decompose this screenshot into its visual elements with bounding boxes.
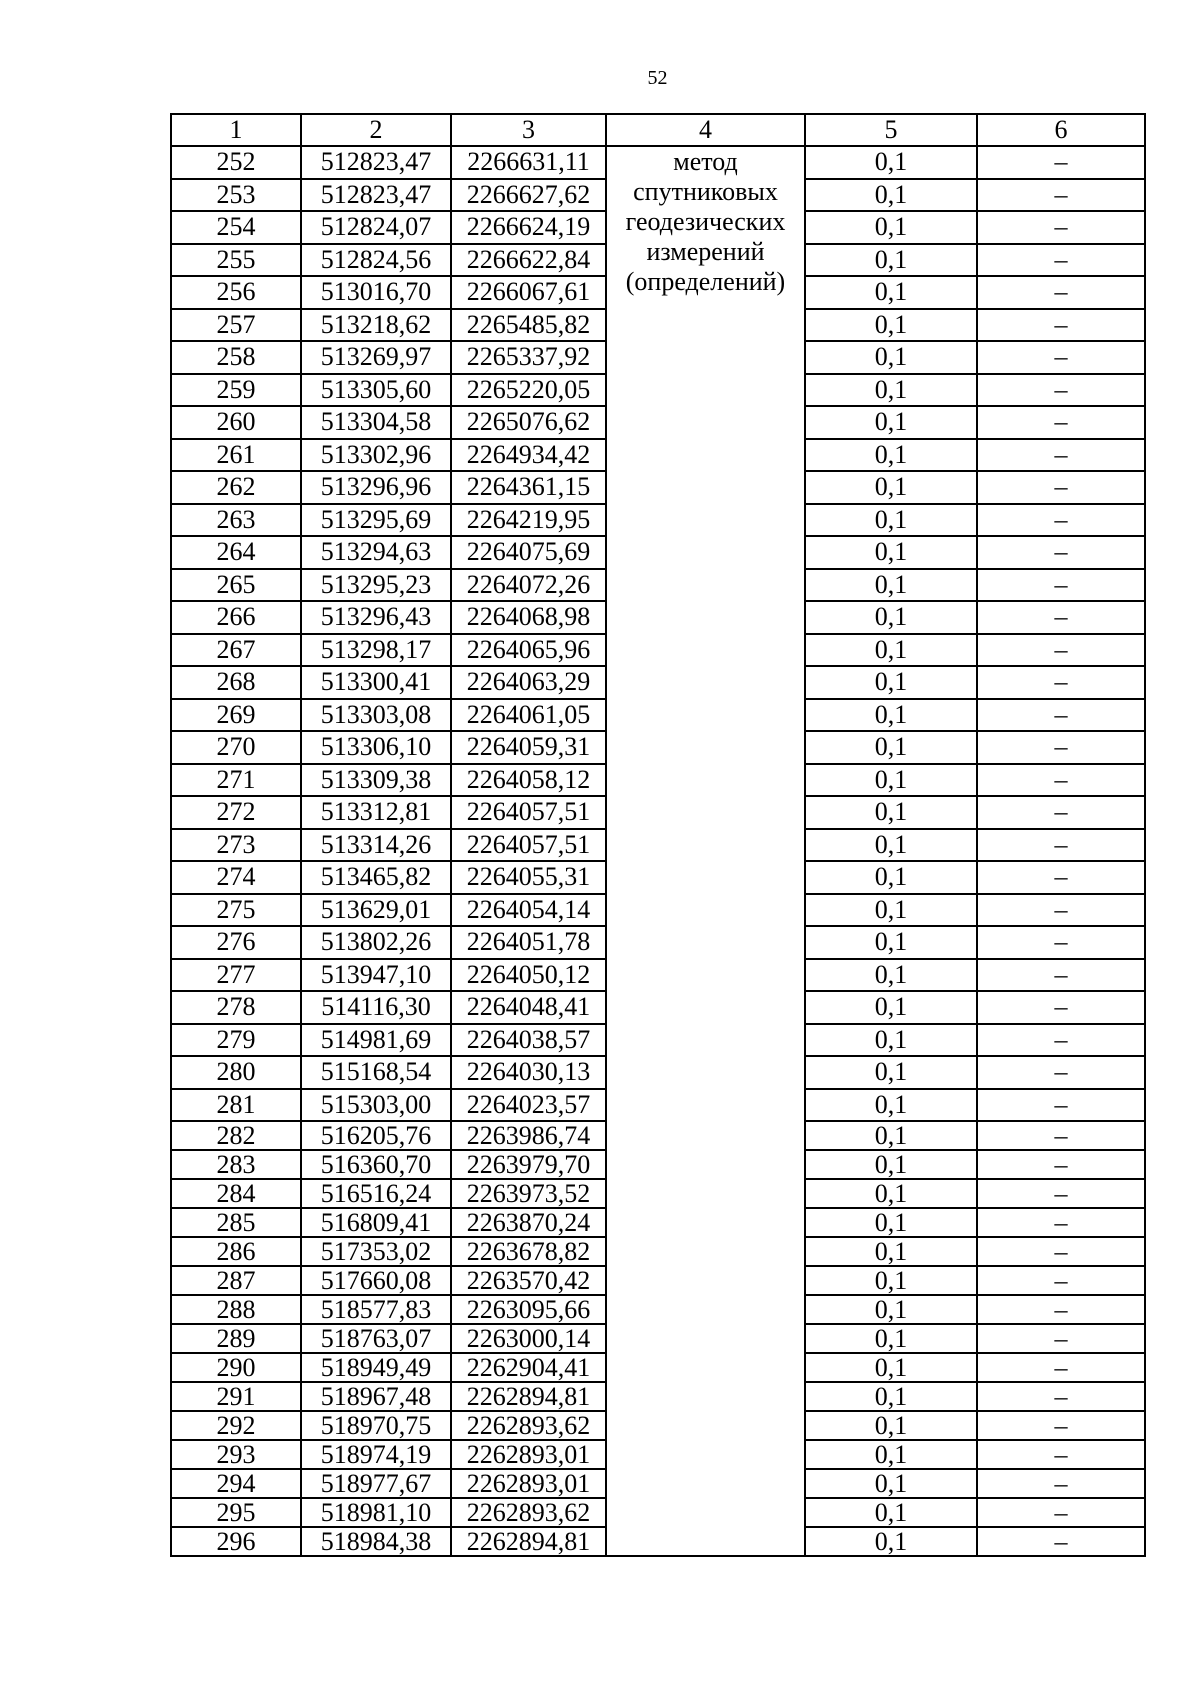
- method-text-line: спутниковых: [633, 177, 778, 206]
- point-description: –: [977, 406, 1145, 439]
- accuracy-value: 0,1: [805, 601, 977, 634]
- point-number: 292: [171, 1411, 301, 1440]
- accuracy-value: 0,1: [805, 374, 977, 407]
- point-description: –: [977, 504, 1145, 537]
- accuracy-value: 0,1: [805, 959, 977, 992]
- coordinate-y: 2266624,19: [451, 211, 606, 244]
- accuracy-value: 0,1: [805, 666, 977, 699]
- point-number: 277: [171, 959, 301, 992]
- method-text-line: метод: [673, 147, 738, 176]
- coordinate-x: 518970,75: [301, 1411, 451, 1440]
- coordinate-y: 2264075,69: [451, 536, 606, 569]
- point-description: –: [977, 1266, 1145, 1295]
- coordinate-x: 512823,47: [301, 146, 451, 179]
- point-description: –: [977, 796, 1145, 829]
- point-description: –: [977, 699, 1145, 732]
- point-number: 265: [171, 569, 301, 602]
- coordinate-y: 2264065,96: [451, 634, 606, 667]
- point-number: 276: [171, 926, 301, 959]
- point-number: 263: [171, 504, 301, 537]
- point-number: 255: [171, 244, 301, 277]
- coordinate-x: 513298,17: [301, 634, 451, 667]
- point-description: –: [977, 634, 1145, 667]
- coordinate-x: 516360,70: [301, 1150, 451, 1179]
- coordinate-y: 2263986,74: [451, 1121, 606, 1150]
- coordinate-x: 518763,07: [301, 1324, 451, 1353]
- point-number: 253: [171, 179, 301, 212]
- coordinate-x: 512823,47: [301, 179, 451, 212]
- point-number: 279: [171, 1024, 301, 1057]
- point-description: –: [977, 829, 1145, 862]
- point-number: 258: [171, 341, 301, 374]
- coordinate-y: 2265485,82: [451, 309, 606, 342]
- accuracy-value: 0,1: [805, 1024, 977, 1057]
- coordinate-y: 2266627,62: [451, 179, 606, 212]
- accuracy-value: 0,1: [805, 861, 977, 894]
- point-description: –: [977, 1024, 1145, 1057]
- coordinate-x: 518577,83: [301, 1295, 451, 1324]
- method-text-line: измерений: [646, 237, 765, 266]
- coordinates-table: [170, 113, 1146, 1557]
- coordinate-x: 516809,41: [301, 1208, 451, 1237]
- header-row: [171, 114, 1145, 146]
- accuracy-value: 0,1: [805, 569, 977, 602]
- accuracy-value: 0,1: [805, 926, 977, 959]
- point-number: 252: [171, 146, 301, 179]
- point-number: 275: [171, 894, 301, 927]
- accuracy-value: 0,1: [805, 829, 977, 862]
- coordinate-y: 2264030,13: [451, 1056, 606, 1089]
- accuracy-value: 0,1: [805, 634, 977, 667]
- point-description: –: [977, 1527, 1145, 1556]
- coordinate-x: 513947,10: [301, 959, 451, 992]
- accuracy-value: 0,1: [805, 439, 977, 472]
- point-number: 282: [171, 1121, 301, 1150]
- coordinate-y: 2263000,14: [451, 1324, 606, 1353]
- coordinate-y: 2263095,66: [451, 1295, 606, 1324]
- point-description: –: [977, 666, 1145, 699]
- point-description: –: [977, 764, 1145, 797]
- coordinate-y: 2264061,05: [451, 699, 606, 732]
- point-description: –: [977, 1295, 1145, 1324]
- point-description: –: [977, 1440, 1145, 1469]
- coordinate-x: 518949,49: [301, 1353, 451, 1382]
- coordinate-x: 513296,96: [301, 471, 451, 504]
- point-number: 264: [171, 536, 301, 569]
- coordinate-y: 2264934,42: [451, 439, 606, 472]
- point-description: –: [977, 211, 1145, 244]
- coordinate-y: 2266067,61: [451, 276, 606, 309]
- accuracy-value: 0,1: [805, 504, 977, 537]
- accuracy-value: 0,1: [805, 1208, 977, 1237]
- accuracy-value: 0,1: [805, 796, 977, 829]
- point-description: –: [977, 894, 1145, 927]
- coordinate-y: 2264054,14: [451, 894, 606, 927]
- point-description: –: [977, 1121, 1145, 1150]
- coordinate-x: 513303,08: [301, 699, 451, 732]
- point-number: 286: [171, 1237, 301, 1266]
- coordinate-x: 513302,96: [301, 439, 451, 472]
- coordinate-x: 513802,26: [301, 926, 451, 959]
- point-number: 289: [171, 1324, 301, 1353]
- table-row: [171, 146, 1145, 179]
- column-header: 6: [977, 114, 1145, 146]
- coordinate-x: 518984,38: [301, 1527, 451, 1556]
- accuracy-value: 0,1: [805, 309, 977, 342]
- point-number: 296: [171, 1527, 301, 1556]
- coordinate-y: 2263678,82: [451, 1237, 606, 1266]
- accuracy-value: 0,1: [805, 1411, 977, 1440]
- coordinate-x: 513305,60: [301, 374, 451, 407]
- point-number: 261: [171, 439, 301, 472]
- coordinate-y: 2262893,01: [451, 1469, 606, 1498]
- point-number: 271: [171, 764, 301, 797]
- coordinate-x: 516516,24: [301, 1179, 451, 1208]
- point-number: 293: [171, 1440, 301, 1469]
- accuracy-value: 0,1: [805, 536, 977, 569]
- point-description: –: [977, 276, 1145, 309]
- accuracy-value: 0,1: [805, 1498, 977, 1527]
- coordinate-x: 514981,69: [301, 1024, 451, 1057]
- accuracy-value: 0,1: [805, 341, 977, 374]
- point-description: –: [977, 1411, 1145, 1440]
- point-description: –: [977, 569, 1145, 602]
- point-description: –: [977, 536, 1145, 569]
- point-number: 268: [171, 666, 301, 699]
- point-number: 266: [171, 601, 301, 634]
- accuracy-value: 0,1: [805, 1324, 977, 1353]
- coordinate-y: 2264055,31: [451, 861, 606, 894]
- point-number: 283: [171, 1150, 301, 1179]
- accuracy-value: 0,1: [805, 276, 977, 309]
- accuracy-value: 0,1: [805, 699, 977, 732]
- accuracy-value: 0,1: [805, 1150, 977, 1179]
- point-description: –: [977, 374, 1145, 407]
- coordinate-x: 515168,54: [301, 1056, 451, 1089]
- point-description: –: [977, 1353, 1145, 1382]
- accuracy-value: 0,1: [805, 1089, 977, 1122]
- point-description: –: [977, 1056, 1145, 1089]
- point-number: 270: [171, 731, 301, 764]
- point-number: 281: [171, 1089, 301, 1122]
- coordinate-y: 2262894,81: [451, 1382, 606, 1411]
- coordinate-x: 518981,10: [301, 1498, 451, 1527]
- point-description: –: [977, 1382, 1145, 1411]
- accuracy-value: 0,1: [805, 1527, 977, 1556]
- accuracy-value: 0,1: [805, 244, 977, 277]
- point-number: 272: [171, 796, 301, 829]
- coordinate-y: 2264219,95: [451, 504, 606, 537]
- accuracy-value: 0,1: [805, 1469, 977, 1498]
- point-description: –: [977, 861, 1145, 894]
- coordinate-y: 2264063,29: [451, 666, 606, 699]
- coordinate-x: 513296,43: [301, 601, 451, 634]
- point-number: 287: [171, 1266, 301, 1295]
- coordinate-x: 513294,63: [301, 536, 451, 569]
- point-description: –: [977, 1498, 1145, 1527]
- coordinate-y: 2262893,01: [451, 1440, 606, 1469]
- coordinate-y: 2264361,15: [451, 471, 606, 504]
- point-description: –: [977, 731, 1145, 764]
- accuracy-value: 0,1: [805, 731, 977, 764]
- coordinate-y: 2263979,70: [451, 1150, 606, 1179]
- point-number: 290: [171, 1353, 301, 1382]
- coordinate-y: 2265220,05: [451, 374, 606, 407]
- coordinate-x: 517660,08: [301, 1266, 451, 1295]
- coordinate-x: 513295,23: [301, 569, 451, 602]
- accuracy-value: 0,1: [805, 406, 977, 439]
- point-description: –: [977, 926, 1145, 959]
- column-header: 4: [606, 114, 805, 146]
- coordinate-y: 2264048,41: [451, 991, 606, 1024]
- point-description: –: [977, 341, 1145, 374]
- coordinate-y: 2265076,62: [451, 406, 606, 439]
- point-number: 284: [171, 1179, 301, 1208]
- coordinate-y: 2263570,42: [451, 1266, 606, 1295]
- coordinate-y: 2266622,84: [451, 244, 606, 277]
- point-description: –: [977, 1179, 1145, 1208]
- coordinate-x: 517353,02: [301, 1237, 451, 1266]
- accuracy-value: 0,1: [805, 1295, 977, 1324]
- point-number: 278: [171, 991, 301, 1024]
- coordinate-y: 2262893,62: [451, 1498, 606, 1527]
- point-description: –: [977, 601, 1145, 634]
- point-description: –: [977, 471, 1145, 504]
- coordinate-y: 2264051,78: [451, 926, 606, 959]
- accuracy-value: 0,1: [805, 764, 977, 797]
- coordinate-y: 2264038,57: [451, 1024, 606, 1057]
- accuracy-value: 0,1: [805, 1056, 977, 1089]
- point-description: –: [977, 146, 1145, 179]
- coordinate-x: 513300,41: [301, 666, 451, 699]
- column-header: 5: [805, 114, 977, 146]
- point-number: 259: [171, 374, 301, 407]
- coordinate-x: 512824,56: [301, 244, 451, 277]
- point-description: –: [977, 991, 1145, 1024]
- point-description: –: [977, 244, 1145, 277]
- point-description: –: [977, 1089, 1145, 1122]
- point-number: 280: [171, 1056, 301, 1089]
- coordinate-y: 2264058,12: [451, 764, 606, 797]
- accuracy-value: 0,1: [805, 991, 977, 1024]
- method-text-line: (определений): [625, 267, 786, 296]
- coordinate-y: 2263973,52: [451, 1179, 606, 1208]
- point-number: 262: [171, 471, 301, 504]
- accuracy-value: 0,1: [805, 1121, 977, 1150]
- point-description: –: [977, 959, 1145, 992]
- accuracy-value: 0,1: [805, 1237, 977, 1266]
- point-number: 269: [171, 699, 301, 732]
- coordinate-x: 513465,82: [301, 861, 451, 894]
- coordinate-y: 2262894,81: [451, 1527, 606, 1556]
- accuracy-value: 0,1: [805, 1382, 977, 1411]
- coordinate-y: 2264023,57: [451, 1089, 606, 1122]
- method-text-line: геодезических: [625, 207, 786, 236]
- accuracy-value: 0,1: [805, 1179, 977, 1208]
- accuracy-value: 0,1: [805, 146, 977, 179]
- page-number: 52: [647, 67, 668, 89]
- point-number: 254: [171, 211, 301, 244]
- coordinate-y: 2264057,51: [451, 796, 606, 829]
- accuracy-value: 0,1: [805, 179, 977, 212]
- coordinate-x: 513314,26: [301, 829, 451, 862]
- point-description: –: [977, 1150, 1145, 1179]
- column-header: 1: [171, 114, 301, 146]
- point-description: –: [977, 1208, 1145, 1237]
- accuracy-value: 0,1: [805, 894, 977, 927]
- coordinate-y: 2264068,98: [451, 601, 606, 634]
- coordinate-x: 513295,69: [301, 504, 451, 537]
- coordinate-y: 2264050,12: [451, 959, 606, 992]
- coordinate-x: 516205,76: [301, 1121, 451, 1150]
- coordinate-y: 2265337,92: [451, 341, 606, 374]
- point-description: –: [977, 1237, 1145, 1266]
- coordinate-x: 518967,48: [301, 1382, 451, 1411]
- point-description: –: [977, 1324, 1145, 1353]
- point-number: 288: [171, 1295, 301, 1324]
- coordinate-x: 514116,30: [301, 991, 451, 1024]
- point-description: –: [977, 179, 1145, 212]
- point-description: –: [977, 309, 1145, 342]
- coordinate-x: 518974,19: [301, 1440, 451, 1469]
- coordinate-y: 2262893,62: [451, 1411, 606, 1440]
- coordinate-x: 513629,01: [301, 894, 451, 927]
- coordinate-x: 513304,58: [301, 406, 451, 439]
- accuracy-value: 0,1: [805, 471, 977, 504]
- coordinate-x: 513218,62: [301, 309, 451, 342]
- coordinate-y: 2264072,26: [451, 569, 606, 602]
- point-number: 257: [171, 309, 301, 342]
- accuracy-value: 0,1: [805, 1353, 977, 1382]
- point-description: –: [977, 1469, 1145, 1498]
- accuracy-value: 0,1: [805, 211, 977, 244]
- coordinate-x: 515303,00: [301, 1089, 451, 1122]
- point-number: 285: [171, 1208, 301, 1237]
- point-number: 267: [171, 634, 301, 667]
- point-number: 274: [171, 861, 301, 894]
- point-number: 273: [171, 829, 301, 862]
- coordinate-y: 2264059,31: [451, 731, 606, 764]
- column-header: 2: [301, 114, 451, 146]
- point-description: –: [977, 439, 1145, 472]
- method-cell: [606, 146, 805, 1556]
- point-number: 260: [171, 406, 301, 439]
- accuracy-value: 0,1: [805, 1266, 977, 1295]
- coordinate-x: 513269,97: [301, 341, 451, 374]
- coordinate-y: 2266631,11: [451, 146, 606, 179]
- coordinate-x: 512824,07: [301, 211, 451, 244]
- point-number: 291: [171, 1382, 301, 1411]
- coordinate-x: 518977,67: [301, 1469, 451, 1498]
- coordinate-x: 513016,70: [301, 276, 451, 309]
- point-number: 295: [171, 1498, 301, 1527]
- column-header: 3: [451, 114, 606, 146]
- coordinate-y: 2264057,51: [451, 829, 606, 862]
- coordinate-x: 513306,10: [301, 731, 451, 764]
- coordinate-y: 2262904,41: [451, 1353, 606, 1382]
- coordinate-x: 513312,81: [301, 796, 451, 829]
- point-number: 294: [171, 1469, 301, 1498]
- accuracy-value: 0,1: [805, 1440, 977, 1469]
- coordinate-x: 513309,38: [301, 764, 451, 797]
- point-number: 256: [171, 276, 301, 309]
- coordinate-y: 2263870,24: [451, 1208, 606, 1237]
